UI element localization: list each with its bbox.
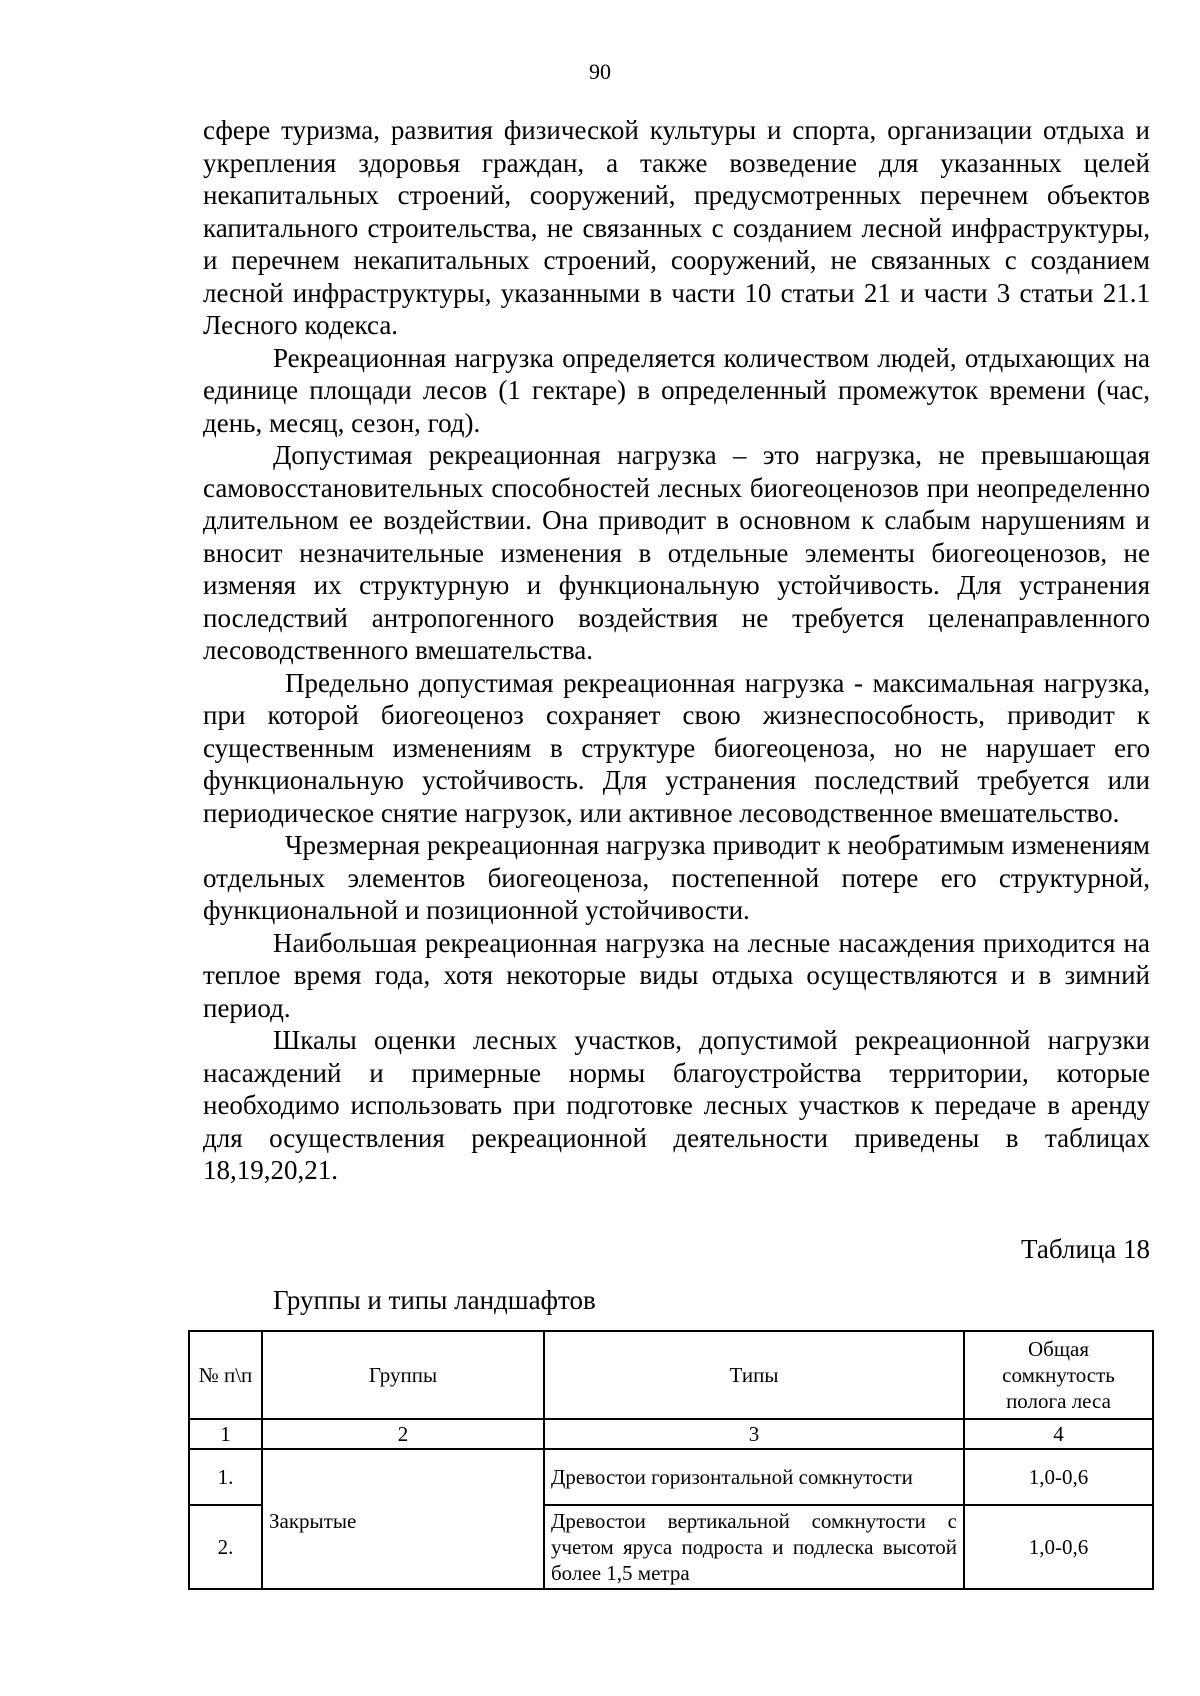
paragraph-6: Наибольшая рекреационная нагрузка на лесные насаждения приходится на теплое время года, хотя некоторые виды отдыха осуществляются и в зимний период. <box>203 927 1150 1023</box>
paragraph-2: Рекреационная нагрузка определяется количеством людей, отдыхающих на единице площади лесов (1 гектаре) в определенный промежуток времени (час, день, месяц, сезон, год). <box>203 342 1150 438</box>
page-number: 90 <box>589 59 611 84</box>
column-number-row <box>189 1419 1153 1449</box>
landscape-table <box>188 1330 1154 1590</box>
column-number: 2 <box>262 1419 544 1449</box>
row-density: 1,0-0,6 <box>964 1449 1153 1505</box>
row-type: Древостои горизонтальной сомкнутости <box>544 1449 964 1505</box>
row-num: 1. <box>189 1449 262 1505</box>
table-number: Таблица 18 <box>1021 1234 1150 1264</box>
body-text <box>203 114 1150 1187</box>
header-group: Группы <box>262 1331 544 1419</box>
table-title: Группы и типы ландшафтов <box>273 1285 596 1315</box>
paragraph-1: сфере туризма, развития физической культуры и спорта, организации отдыха и укрепления здоровья граждан, а также возведение для указанных целей некапитальных строений, сооружений, предусмотренных перечнем объектов капитального строительства, не связанных с созданием лесной инфраструктуры, и перечнем некапитальных строений, сооружений, не связанных с созданием лесной инфраструктуры, указанными в части 10 статьи 21 и части 3 статьи 21.1 Лесного кодекса. <box>203 115 1150 340</box>
row-num: 2. <box>189 1505 262 1589</box>
row-density: 1,0-0,6 <box>964 1505 1153 1589</box>
paragraph-7: Шкалы оценки лесных участков, допустимой рекреационной нагрузки насаждений и примерные нормы благоустройства территории, которые необходимо использовать при подготовке лесных участков к передаче в аренду для осуществления рекреационной деятельности приведены в таблицах 18,19,20,21. <box>203 1025 1150 1185</box>
paragraph-4: Предельно допустимая рекреационная нагрузка - максимальная нагрузка, при которой биогеоценоз сохраняет свою жизнеспособность, приводит к существенным изменениям в структуре биогеоценоза, но не нарушает его функциональную устойчивость. Для устранения последствий требуется или периодическое снятие нагрузок, или активное лесоводственное вмешательство. <box>203 667 1150 828</box>
column-number: 3 <box>544 1419 964 1449</box>
header-num: № п\п <box>189 1331 262 1419</box>
row-type: Древостои вертикальной сомкнутости с учетом яруса подроста и подлеска высотой более 1,5 метра <box>544 1505 964 1589</box>
header-type: Типы <box>544 1331 964 1419</box>
paragraph-5: Чрезмерная рекреационная нагрузка приводит к необратимым изменениям отдельных элементов биогеоценоза, постепенной потере его структурной, функциональной и позиционной устойчивости. <box>203 830 1150 925</box>
header-density: Общая сомкнутость полога леса <box>964 1331 1153 1419</box>
group-cell <box>262 1449 544 1589</box>
table-header-row <box>189 1331 1153 1419</box>
column-number: 4 <box>964 1419 1153 1449</box>
paragraph-3: Допустимая рекреационная нагрузка – это нагрузка, не превышающая самовосстановительных способностей лесных биогеоценозов при неопределенно длительном ее воздействии. Она приводит в основном к слабым нарушениям и вносит незначительные изменения в отдельные элементы биогеоценозов, не изменяя их структурную и функциональную устойчивость. Для устранения последствий антропогенного воздействия не требуется целенаправленного лесоводственного вмешательства. <box>203 440 1150 665</box>
group-name: Закрытые <box>269 1509 357 1533</box>
table-row <box>189 1449 1153 1505</box>
column-number: 1 <box>189 1419 262 1449</box>
